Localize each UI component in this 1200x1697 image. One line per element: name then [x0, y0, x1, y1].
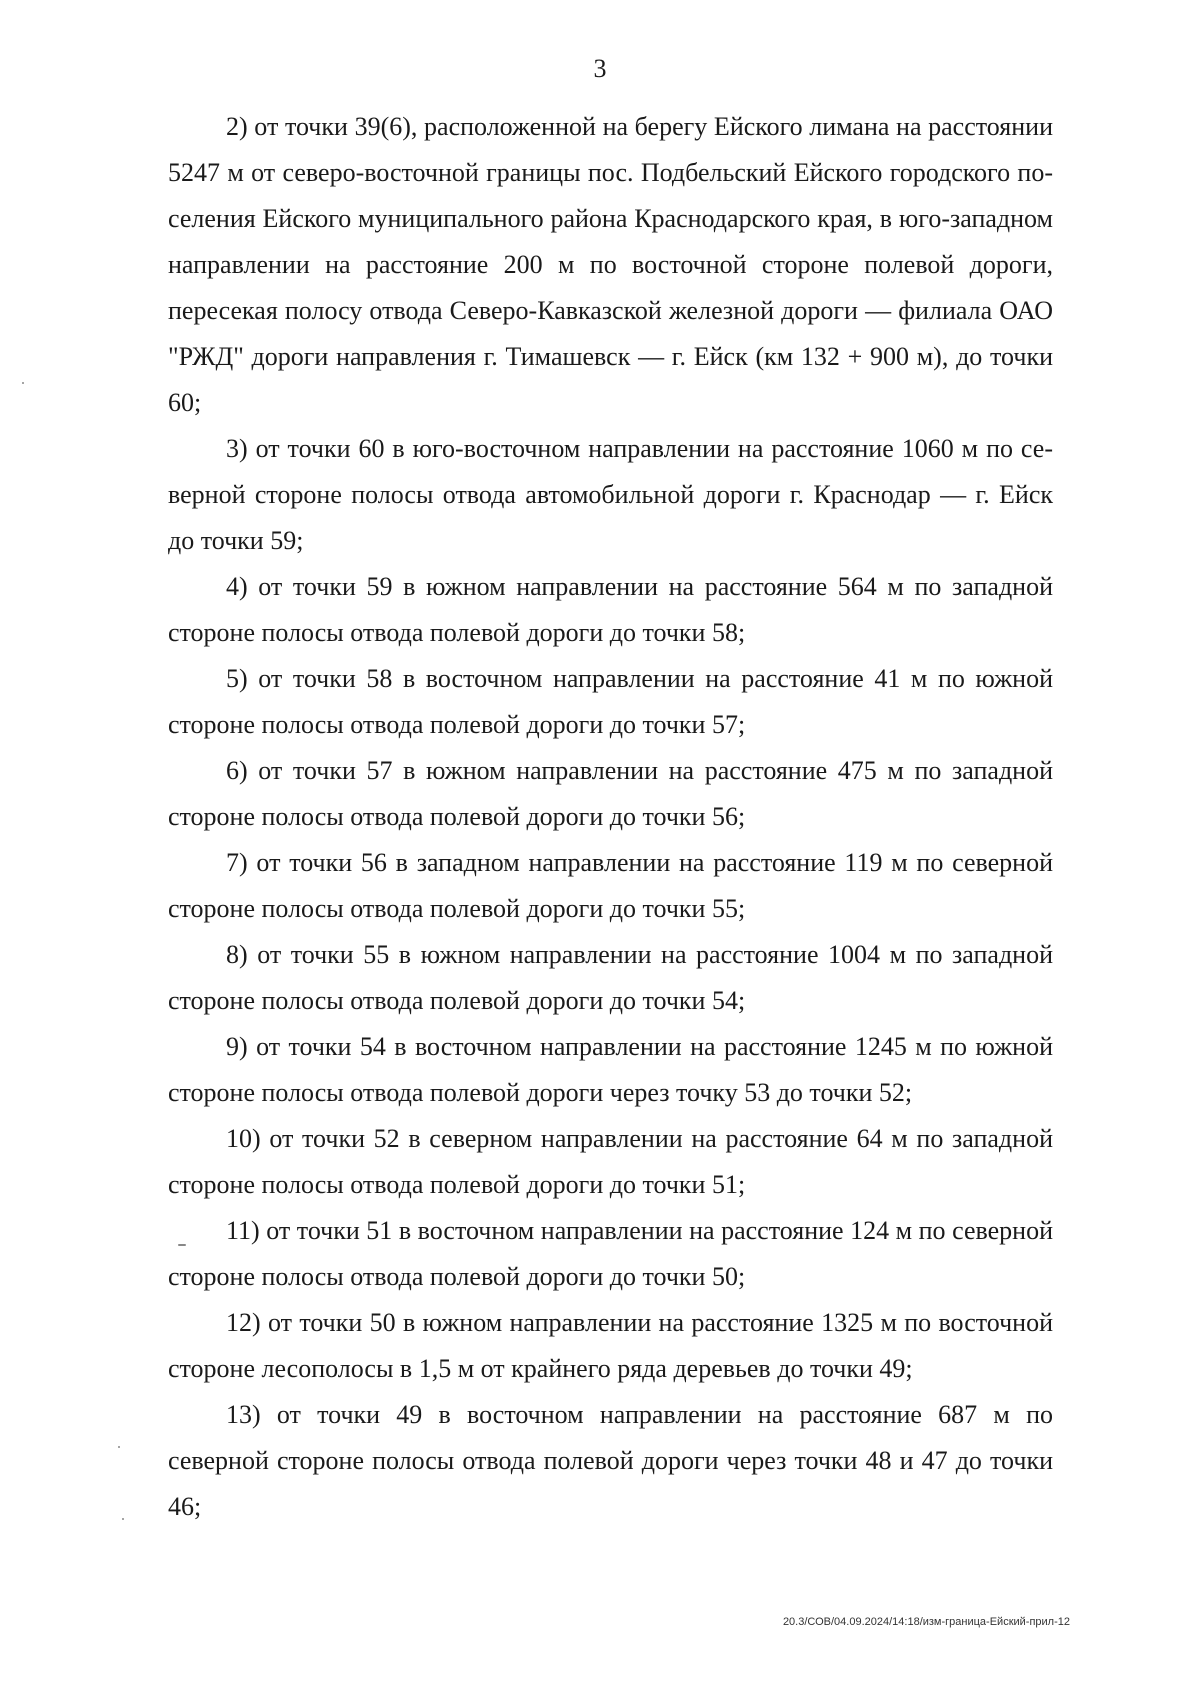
paragraph-item-2: 2) от точки 39(6), расположенной на берегу Ейского лимана на расстоянии 5247 м от северо-восточной границы пос. Подбельский Ейского городского поселения Ейского муниципального района Краснодарского края, в юго-западном направлении на расстояние 200 м по восточной стороне полевой дороги, пересекая полосу отвода Северо-Кавказской железной дороги — филиала ОАО "РЖД" дороги направления г. Тимашевск — г. Ейск (км 132 + 900 м), до точки 60; — [168, 112, 1053, 417]
document-footer-reference: 20.3/СОВ/04.09.2024/14:18/изм-граница-Ейский-прил-12 — [782, 1616, 1070, 1628]
paragraph-item-7: 7) от точки 56 в западном направлении на расстояние 119 м по северной стороне полосы отвода полевой дороги до точки 55; — [168, 848, 1053, 923]
scan-speck — [122, 1518, 124, 1520]
scan-speck — [178, 1244, 186, 1246]
paragraph-item-4: 4) от точки 59 в южном направлении на расстояние 564 м по западной стороне полосы отвода полевой дороги до точки 58; — [168, 572, 1053, 647]
page-number: 3 — [593, 54, 607, 83]
paragraph-item-3: 3) от точки 60 в юго-восточном направлении на расстояние 1060 м по северной стороне полосы отвода автомобильной дороги г. Краснодар — г. Ейск до точки 59; — [168, 434, 1053, 555]
paragraph-item-9: 9) от точки 54 в восточном направлении на расстояние 1245 м по южной стороне полосы отвода полевой дороги через точку 53 до точки 52; — [168, 1032, 1053, 1107]
paragraph-item-5: 5) от точки 58 в восточном направлении на расстояние 41 м по южной стороне полосы отвода полевой дороги до точки 57; — [168, 664, 1053, 739]
paragraph-item-11: 11) от точки 51 в восточном направлении на расстояние 124 м по северной стороне полосы отвода полевой дороги до точки 50; — [168, 1216, 1053, 1291]
scan-speck — [22, 382, 24, 384]
paragraph-item-6: 6) от точки 57 в южном направлении на расстояние 475 м по западной стороне полосы отвода полевой дороги до точки 56; — [168, 756, 1053, 831]
paragraph-item-10: 10) от точки 52 в северном направлении на расстояние 64 м по западной стороне полосы отвода полевой дороги до точки 51; — [168, 1124, 1053, 1199]
paragraph-item-13: 13) от точки 49 в восточном направлении на расстояние 687 м по северной стороне полосы отвода полевой дороги через точки 48 и 47 до точки 46; — [168, 1400, 1053, 1521]
scan-speck — [118, 1446, 120, 1448]
document-body — [168, 104, 1053, 1530]
paragraph-item-8: 8) от точки 55 в южном направлении на расстояние 1004 м по западной стороне полосы отвода полевой дороги до точки 54; — [168, 940, 1053, 1015]
paragraph-item-12: 12) от точки 50 в южном направлении на расстояние 1325 м по восточной стороне лесополосы в 1,5 м от крайнего ряда деревьев до точки 49; — [168, 1308, 1053, 1383]
